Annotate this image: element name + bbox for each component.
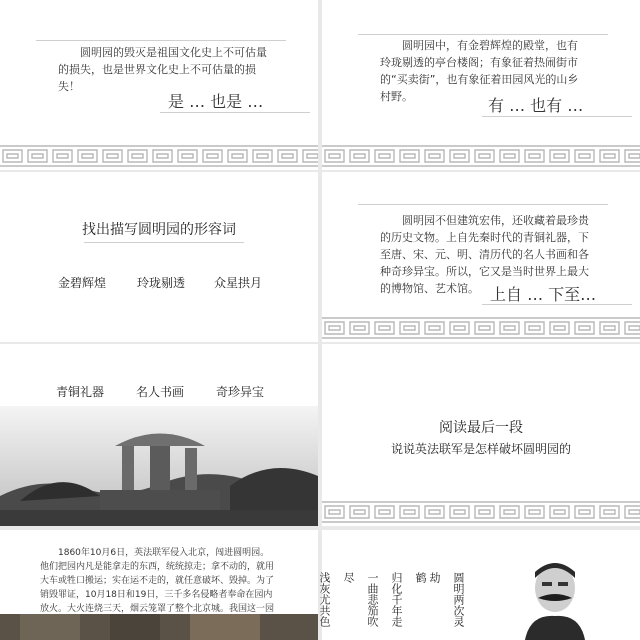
chinese-fret-border (322, 142, 640, 170)
slide-5[interactable] (0, 344, 318, 526)
bottom-rule (160, 112, 310, 113)
slide-2[interactable] (322, 0, 640, 170)
slide-subtitle: 说说英法联军是怎样破坏圆明园的 (390, 442, 571, 456)
adjective-3: 众星拱月 (214, 276, 263, 290)
portrait-photo (520, 558, 590, 640)
slide-1[interactable] (0, 0, 318, 170)
fire-painting (0, 614, 318, 640)
category-3: 奇珍异宝 (216, 385, 265, 399)
top-rule (358, 34, 608, 35)
poem-column-2: 劫 (428, 572, 441, 583)
category-1: 青铜礼器 (56, 385, 105, 399)
chinese-fret-border (322, 498, 640, 526)
slide-heading: 找出描写圆明园的形容词 (82, 222, 236, 238)
poem-column-4: 归化千年走 (390, 572, 403, 627)
bottom-rule (482, 116, 632, 117)
chinese-fret-border (322, 314, 640, 342)
poem-column-5: 一曲悲笳吹 (366, 572, 379, 627)
sentence-pattern: 上自 … 下至… (490, 285, 597, 304)
slide-8[interactable] (318, 530, 640, 640)
top-rule (358, 204, 608, 205)
chinese-fret-border (0, 142, 318, 170)
slide-3[interactable] (0, 172, 318, 342)
category-2: 名人书画 (136, 385, 185, 399)
adjective-2: 玲珑剔透 (137, 276, 186, 290)
sentence-pattern: 有 … 也有 … (488, 96, 584, 115)
poem-column-3: 鹤 (414, 572, 427, 583)
ruins-photo (0, 406, 318, 526)
passage-text: 圆明园的毁灭是祖国文化史上不可估量的损失，也是世界文化史上不可估量的损失！ (58, 46, 267, 93)
slide-4[interactable] (322, 172, 640, 342)
heading-rule (84, 242, 244, 243)
passage-text: 圆明园不但建筑宏伟，还收藏着最珍贵的历史文物。上自先秦时代的青铜礼器，下至唐、宋、元、明、清历代的名人书画和各种奇珍异宝。所以，它又是当时世界上最大的博物馆、艺术馆。 (380, 214, 589, 295)
slide-6[interactable] (322, 344, 640, 526)
slide-7[interactable] (0, 530, 318, 640)
sentence-pattern: 是 … 也是 … (168, 92, 264, 111)
top-rule (36, 40, 286, 41)
passage-text: 1860年10月6日，英法联军侵入北京，闯进圆明园。他们把园内凡是能拿走的东西，统统掠走；拿不动的，就用大车或牲口搬运；实在运不走的，就任意破坏、毁掉。为了销毁罪证，10月18日和19日，三千多名侵略者奉命在园内放火。大火连烧三天，烟云笼罩了整个北京城。我国这一园 (40, 548, 275, 614)
poem-column-1: 圆明两次灵 (452, 572, 465, 627)
bottom-rule (482, 304, 632, 305)
poem-column-6: 尽 (342, 572, 355, 583)
slide-title: 阅读最后一段 (439, 420, 523, 436)
adjective-1: 金碧辉煌 (58, 276, 107, 290)
passage-text: 圆明园中，有金碧辉煌的殿堂，也有玲珑剔透的亭台楼阁；有象征着热闹街市的“买卖街”，也有象征着田园风光的山乡村野。 (380, 39, 579, 103)
poem-column-7: 浅灰尤共色 (318, 572, 331, 627)
